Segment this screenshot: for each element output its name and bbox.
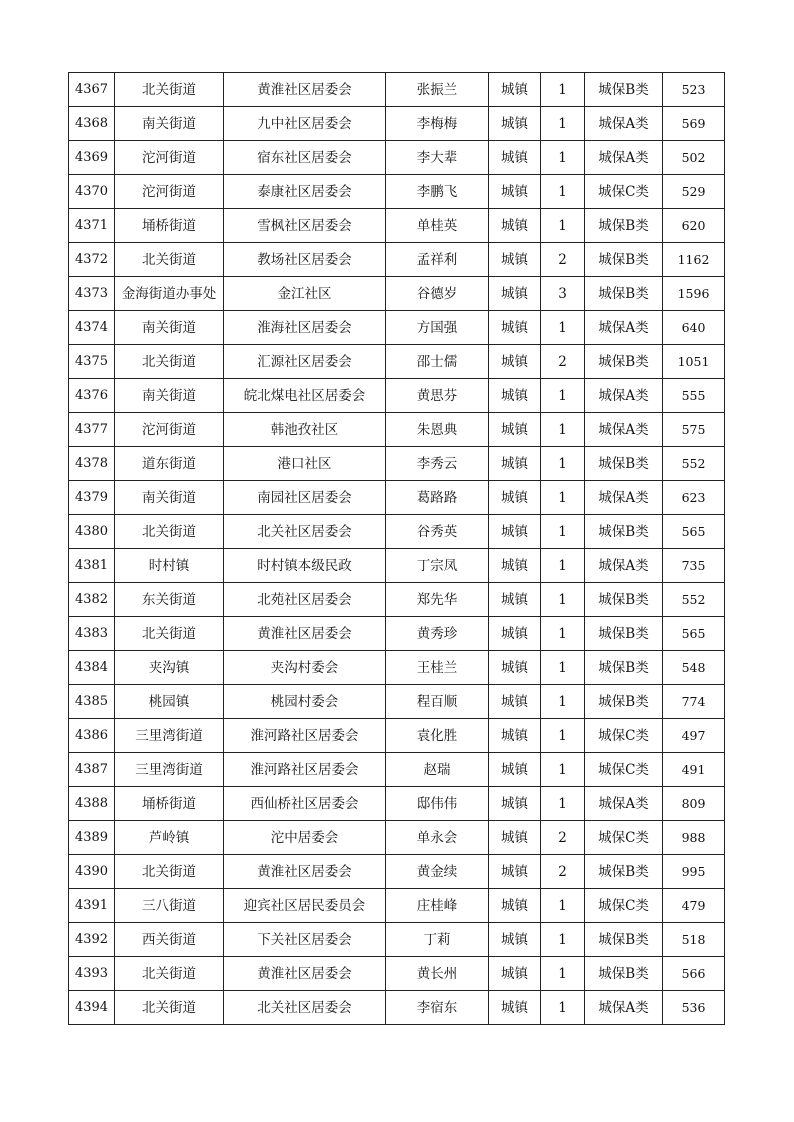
community-cell: 北关社区居委会 [224,991,386,1025]
name-cell: 李梅梅 [386,107,489,141]
amount-cell: 479 [663,889,725,923]
category-cell: 城保C类 [585,175,663,209]
household-count-cell: 1 [541,209,585,243]
street-cell: 北关街道 [115,991,224,1025]
record-id-cell: 4381 [69,549,115,583]
area-type-cell: 城镇 [489,107,541,141]
category-cell: 城保B类 [585,277,663,311]
household-count-cell: 2 [541,855,585,889]
table-row [69,413,725,447]
name-cell: 李鹏飞 [386,175,489,209]
name-cell: 袁化胜 [386,719,489,753]
household-count-cell: 1 [541,413,585,447]
area-type-cell: 城镇 [489,889,541,923]
name-cell: 黄秀珍 [386,617,489,651]
amount-cell: 523 [663,73,725,107]
street-cell: 北关街道 [115,73,224,107]
record-id-cell: 4372 [69,243,115,277]
table-row [69,685,725,719]
street-cell: 三八街道 [115,889,224,923]
street-cell: 南关街道 [115,311,224,345]
category-cell: 城保B类 [585,515,663,549]
amount-cell: 552 [663,447,725,481]
street-cell: 芦岭镇 [115,821,224,855]
category-cell: 城保A类 [585,413,663,447]
household-count-cell: 1 [541,175,585,209]
community-cell: 夹沟村委会 [224,651,386,685]
area-type-cell: 城镇 [489,855,541,889]
name-cell: 庄桂峰 [386,889,489,923]
street-cell: 北关街道 [115,515,224,549]
record-id-cell: 4386 [69,719,115,753]
community-cell: 宿东社区居委会 [224,141,386,175]
table-row [69,379,725,413]
area-type-cell: 城镇 [489,311,541,345]
record-id-cell: 4389 [69,821,115,855]
name-cell: 李秀云 [386,447,489,481]
street-cell: 埇桥街道 [115,209,224,243]
record-id-cell: 4390 [69,855,115,889]
community-cell: 九中社区居委会 [224,107,386,141]
table-row [69,855,725,889]
amount-cell: 536 [663,991,725,1025]
area-type-cell: 城镇 [489,549,541,583]
amount-cell: 502 [663,141,725,175]
record-id-cell: 4378 [69,447,115,481]
street-cell: 三里湾街道 [115,719,224,753]
community-cell: 淮海社区居委会 [224,311,386,345]
household-count-cell: 1 [541,515,585,549]
category-cell: 城保B类 [585,685,663,719]
community-cell: 皖北煤电社区居委会 [224,379,386,413]
amount-cell: 569 [663,107,725,141]
table-row [69,141,725,175]
amount-cell: 988 [663,821,725,855]
record-id-cell: 4391 [69,889,115,923]
name-cell: 程百顺 [386,685,489,719]
amount-cell: 566 [663,957,725,991]
name-cell: 丁宗凤 [386,549,489,583]
record-id-cell: 4393 [69,957,115,991]
area-type-cell: 城镇 [489,345,541,379]
category-cell: 城保A类 [585,379,663,413]
name-cell: 谷秀英 [386,515,489,549]
category-cell: 城保A类 [585,107,663,141]
name-cell: 方国强 [386,311,489,345]
name-cell: 单永会 [386,821,489,855]
household-count-cell: 1 [541,107,585,141]
community-cell: 黄淮社区居委会 [224,617,386,651]
street-cell: 沱河街道 [115,141,224,175]
table-row [69,923,725,957]
community-cell: 韩池孜社区 [224,413,386,447]
category-cell: 城保B类 [585,447,663,481]
record-id-cell: 4385 [69,685,115,719]
name-cell: 谷德岁 [386,277,489,311]
community-cell: 教场社区居委会 [224,243,386,277]
community-cell: 雪枫社区居委会 [224,209,386,243]
table-row [69,481,725,515]
community-cell: 西仙桥社区居委会 [224,787,386,821]
street-cell: 沱河街道 [115,413,224,447]
amount-cell: 565 [663,617,725,651]
amount-cell: 575 [663,413,725,447]
category-cell: 城保B类 [585,957,663,991]
street-cell: 西关街道 [115,923,224,957]
community-cell: 黄淮社区居委会 [224,957,386,991]
table-row [69,175,725,209]
name-cell: 黄思芬 [386,379,489,413]
amount-cell: 809 [663,787,725,821]
street-cell: 埇桥街道 [115,787,224,821]
table-row [69,787,725,821]
household-count-cell: 1 [541,923,585,957]
area-type-cell: 城镇 [489,413,541,447]
record-id-cell: 4382 [69,583,115,617]
name-cell: 丁莉 [386,923,489,957]
record-id-cell: 4384 [69,651,115,685]
name-cell: 邸伟伟 [386,787,489,821]
community-cell: 黄淮社区居委会 [224,73,386,107]
area-type-cell: 城镇 [489,515,541,549]
amount-cell: 518 [663,923,725,957]
household-count-cell: 1 [541,753,585,787]
category-cell: 城保A类 [585,787,663,821]
name-cell: 单桂英 [386,209,489,243]
record-id-cell: 4374 [69,311,115,345]
community-cell: 桃园村委会 [224,685,386,719]
community-cell: 下关社区居委会 [224,923,386,957]
record-id-cell: 4368 [69,107,115,141]
record-id-cell: 4373 [69,277,115,311]
table-body [69,73,725,1025]
household-count-cell: 1 [541,787,585,821]
record-id-cell: 4392 [69,923,115,957]
name-cell: 邵士儒 [386,345,489,379]
record-id-cell: 4379 [69,481,115,515]
record-id-cell: 4371 [69,209,115,243]
category-cell: 城保B类 [585,345,663,379]
household-count-cell: 1 [541,311,585,345]
category-cell: 城保A类 [585,141,663,175]
area-type-cell: 城镇 [489,175,541,209]
table-row [69,617,725,651]
area-type-cell: 城镇 [489,957,541,991]
household-count-cell: 2 [541,345,585,379]
name-cell: 孟祥利 [386,243,489,277]
record-id-cell: 4367 [69,73,115,107]
street-cell: 夹沟镇 [115,651,224,685]
area-type-cell: 城镇 [489,753,541,787]
area-type-cell: 城镇 [489,583,541,617]
category-cell: 城保B类 [585,73,663,107]
record-id-cell: 4369 [69,141,115,175]
record-id-cell: 4394 [69,991,115,1025]
household-count-cell: 1 [541,889,585,923]
community-cell: 黄淮社区居委会 [224,855,386,889]
record-id-cell: 4375 [69,345,115,379]
record-id-cell: 4370 [69,175,115,209]
table-row [69,753,725,787]
table-row [69,515,725,549]
area-type-cell: 城镇 [489,243,541,277]
category-cell: 城保B类 [585,617,663,651]
household-count-cell: 1 [541,141,585,175]
name-cell: 李大辈 [386,141,489,175]
community-cell: 沱中居委会 [224,821,386,855]
street-cell: 南关街道 [115,379,224,413]
table-row [69,719,725,753]
record-id-cell: 4387 [69,753,115,787]
amount-cell: 555 [663,379,725,413]
table-row [69,991,725,1025]
street-cell: 金海街道办事处 [115,277,224,311]
record-id-cell: 4383 [69,617,115,651]
street-cell: 北关街道 [115,243,224,277]
amount-cell: 620 [663,209,725,243]
street-cell: 东关街道 [115,583,224,617]
street-cell: 时村镇 [115,549,224,583]
area-type-cell: 城镇 [489,141,541,175]
category-cell: 城保A类 [585,481,663,515]
table-row [69,209,725,243]
amount-cell: 995 [663,855,725,889]
amount-cell: 1051 [663,345,725,379]
community-cell: 淮河路社区居委会 [224,753,386,787]
household-count-cell: 1 [541,481,585,515]
name-cell: 张振兰 [386,73,489,107]
category-cell: 城保A类 [585,311,663,345]
area-type-cell: 城镇 [489,481,541,515]
records-table [68,72,725,1025]
street-cell: 北关街道 [115,957,224,991]
area-type-cell: 城镇 [489,923,541,957]
category-cell: 城保C类 [585,821,663,855]
record-id-cell: 4377 [69,413,115,447]
street-cell: 三里湾街道 [115,753,224,787]
household-count-cell: 1 [541,651,585,685]
community-cell: 北关社区居委会 [224,515,386,549]
street-cell: 道东街道 [115,447,224,481]
table-row [69,821,725,855]
category-cell: 城保B类 [585,583,663,617]
table-row [69,447,725,481]
amount-cell: 1596 [663,277,725,311]
area-type-cell: 城镇 [489,787,541,821]
household-count-cell: 1 [541,991,585,1025]
household-count-cell: 1 [541,685,585,719]
category-cell: 城保C类 [585,889,663,923]
household-count-cell: 1 [541,73,585,107]
street-cell: 北关街道 [115,855,224,889]
area-type-cell: 城镇 [489,617,541,651]
household-count-cell: 1 [541,549,585,583]
name-cell: 葛路路 [386,481,489,515]
name-cell: 黄长州 [386,957,489,991]
name-cell: 李宿东 [386,991,489,1025]
household-count-cell: 1 [541,719,585,753]
community-cell: 汇源社区居委会 [224,345,386,379]
table-row [69,277,725,311]
record-id-cell: 4376 [69,379,115,413]
table-row [69,651,725,685]
community-cell: 南园社区居委会 [224,481,386,515]
community-cell: 时村镇本级民政 [224,549,386,583]
table-row [69,583,725,617]
community-cell: 迎宾社区居民委员会 [224,889,386,923]
community-cell: 金江社区 [224,277,386,311]
table-row [69,107,725,141]
street-cell: 南关街道 [115,107,224,141]
street-cell: 北关街道 [115,617,224,651]
community-cell: 淮河路社区居委会 [224,719,386,753]
table-row [69,73,725,107]
area-type-cell: 城镇 [489,209,541,243]
household-count-cell: 3 [541,277,585,311]
table-row [69,889,725,923]
area-type-cell: 城镇 [489,685,541,719]
name-cell: 朱恩典 [386,413,489,447]
community-cell: 北苑社区居委会 [224,583,386,617]
street-cell: 南关街道 [115,481,224,515]
table-row [69,345,725,379]
category-cell: 城保A类 [585,991,663,1025]
household-count-cell: 2 [541,243,585,277]
category-cell: 城保B类 [585,923,663,957]
name-cell: 王桂兰 [386,651,489,685]
amount-cell: 774 [663,685,725,719]
community-cell: 泰康社区居委会 [224,175,386,209]
amount-cell: 1162 [663,243,725,277]
household-count-cell: 1 [541,379,585,413]
category-cell: 城保B类 [585,651,663,685]
area-type-cell: 城镇 [489,991,541,1025]
amount-cell: 491 [663,753,725,787]
area-type-cell: 城镇 [489,277,541,311]
area-type-cell: 城镇 [489,719,541,753]
table-row [69,311,725,345]
household-count-cell: 1 [541,447,585,481]
community-cell: 港口社区 [224,447,386,481]
amount-cell: 548 [663,651,725,685]
amount-cell: 735 [663,549,725,583]
name-cell: 郑先华 [386,583,489,617]
area-type-cell: 城镇 [489,379,541,413]
name-cell: 赵瑞 [386,753,489,787]
table-row [69,957,725,991]
street-cell: 桃园镇 [115,685,224,719]
household-count-cell: 1 [541,617,585,651]
table-row [69,549,725,583]
area-type-cell: 城镇 [489,447,541,481]
area-type-cell: 城镇 [489,651,541,685]
category-cell: 城保C类 [585,719,663,753]
category-cell: 城保A类 [585,549,663,583]
record-id-cell: 4380 [69,515,115,549]
category-cell: 城保B类 [585,209,663,243]
household-count-cell: 1 [541,957,585,991]
area-type-cell: 城镇 [489,821,541,855]
street-cell: 北关街道 [115,345,224,379]
amount-cell: 623 [663,481,725,515]
amount-cell: 565 [663,515,725,549]
amount-cell: 640 [663,311,725,345]
amount-cell: 497 [663,719,725,753]
area-type-cell: 城镇 [489,73,541,107]
amount-cell: 552 [663,583,725,617]
household-count-cell: 1 [541,583,585,617]
category-cell: 城保B类 [585,243,663,277]
name-cell: 黄金续 [386,855,489,889]
household-count-cell: 2 [541,821,585,855]
record-id-cell: 4388 [69,787,115,821]
street-cell: 沱河街道 [115,175,224,209]
category-cell: 城保C类 [585,753,663,787]
category-cell: 城保B类 [585,855,663,889]
amount-cell: 529 [663,175,725,209]
table-row [69,243,725,277]
